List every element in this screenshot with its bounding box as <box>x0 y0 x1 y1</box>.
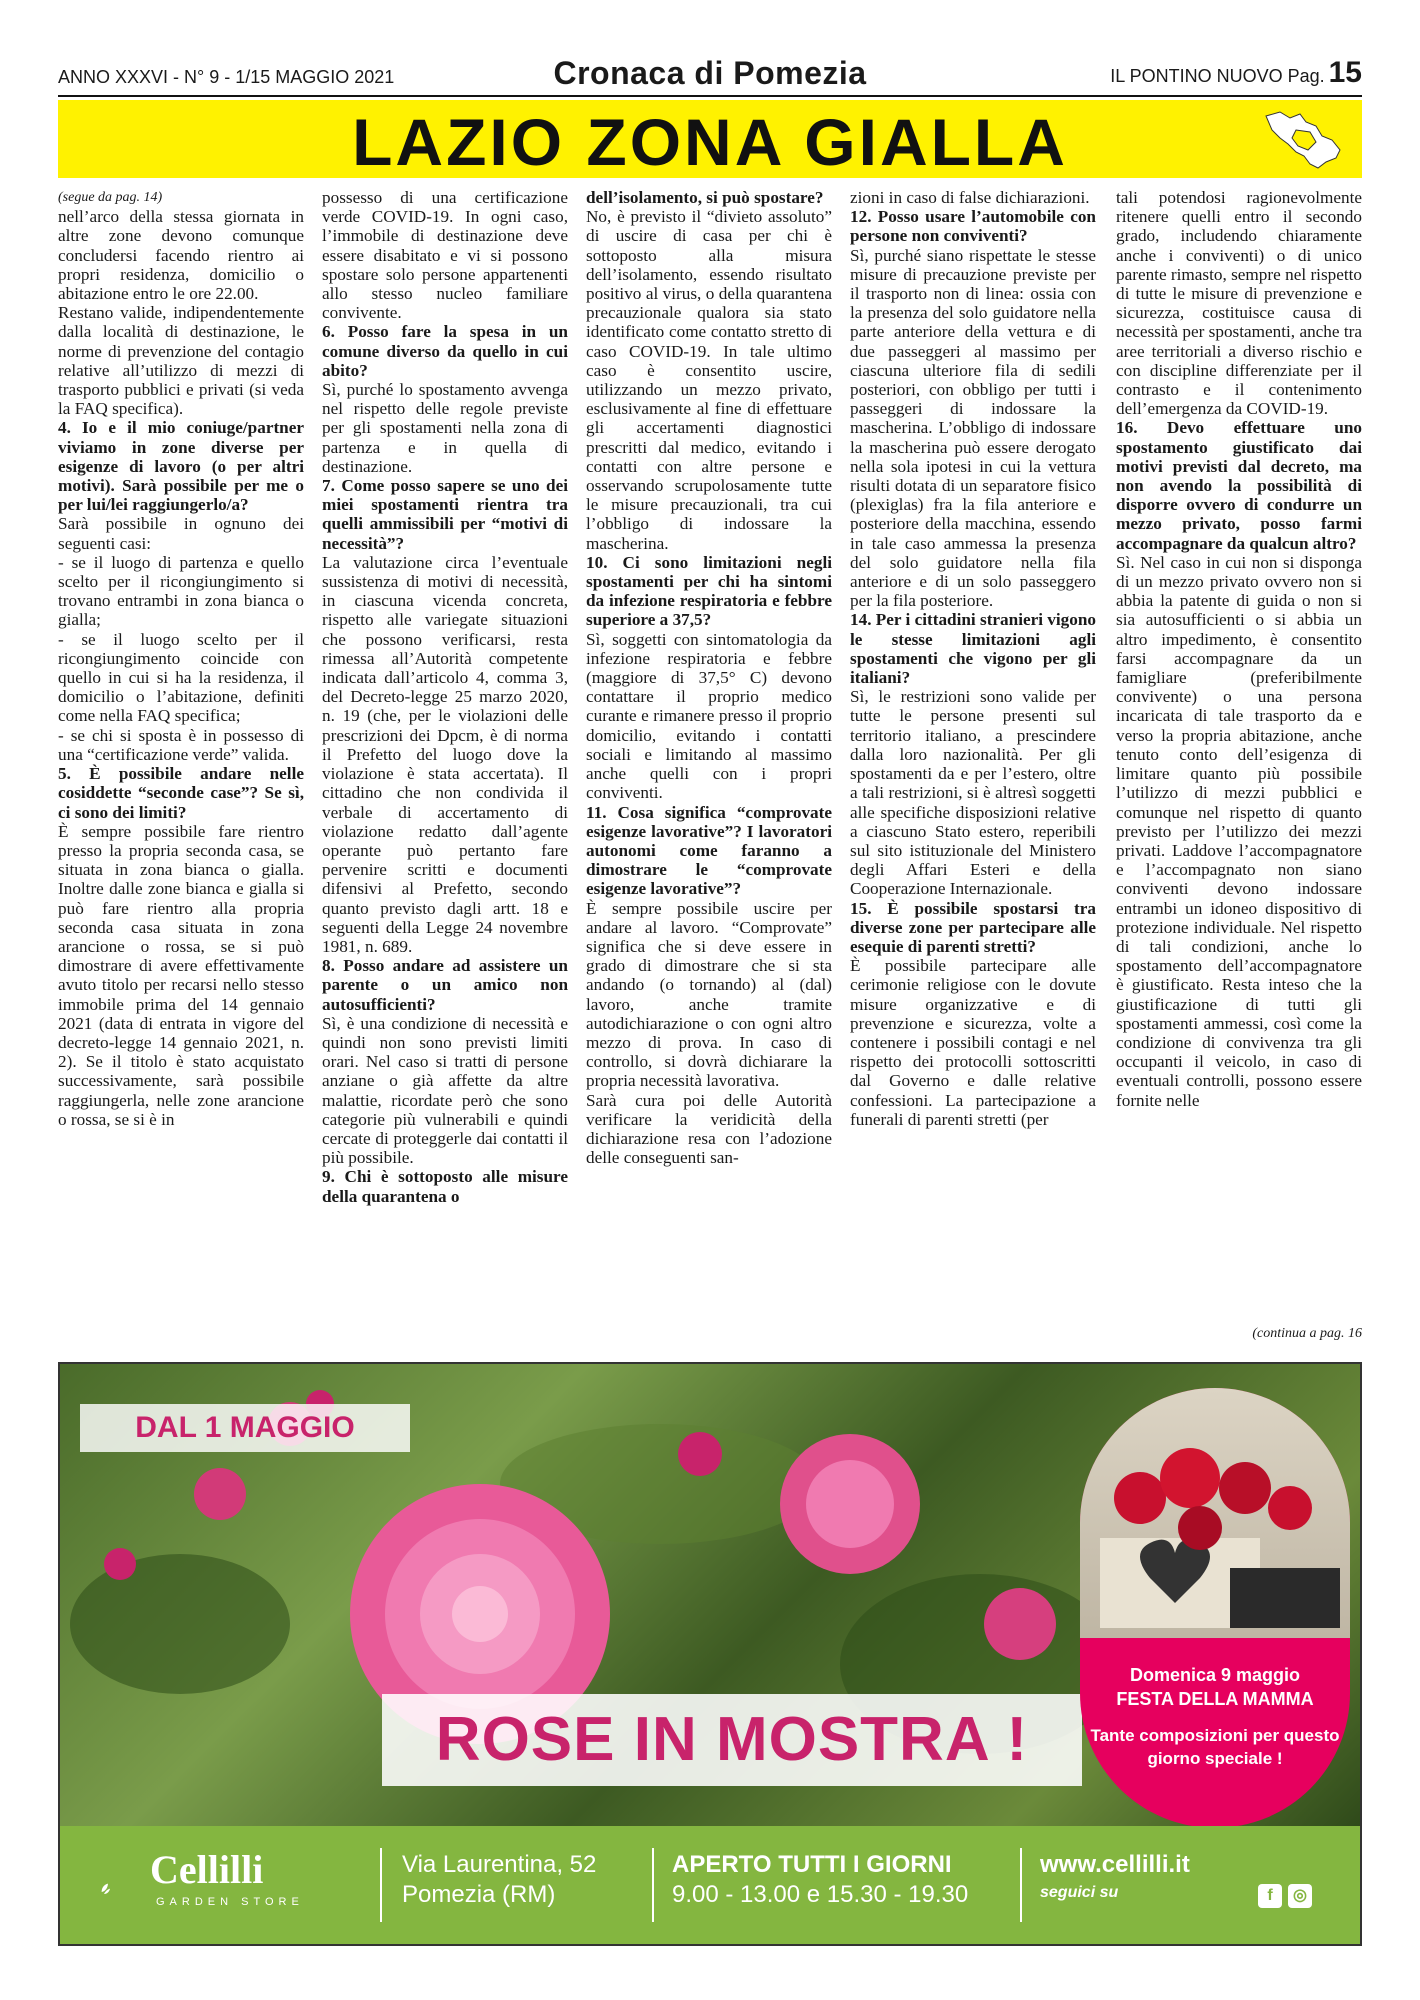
facebook-icon: f <box>1258 1884 1282 1908</box>
faq-question: 7. Come posso sapere se uno dei miei spostamenti rientra tra quelli ammissibili per “motivi di necessità”? <box>322 476 568 553</box>
article-column-3 <box>586 188 832 1340</box>
faq-question: 14. Per i cittadini stranieri vigono le stesse limitazioni agli spostamenti che vigono per gli italiani? <box>850 610 1096 688</box>
ad-headline: ROSE IN MOSTRA ! <box>382 1694 1082 1786</box>
page-header <box>58 56 1362 94</box>
brand-name: Cellilli <box>150 1847 264 1892</box>
open-hours: 9.00 - 13.00 e 15.30 - 19.30 <box>672 1881 969 1908</box>
faq-question: 8. Posso andare ad assistere un parente o un amico non autosufficienti? <box>322 956 568 1014</box>
section-title: Cronaca di Pomezia <box>553 55 867 91</box>
article-paragraph: Sì, soggetti con sintomatologia da infezione respiratoria e febbre (maggiore di 37,5° C) devono contattare il proprio medico curante e rimanere presso il proprio domicilio, evitando i contatti sociali e limitando al massimo anche quelli con i propri conviventi. <box>586 629 832 803</box>
festa-title: FESTA DELLA MAMMA <box>1116 1689 1314 1709</box>
faq-question: 6. Posso fare la spesa in un comune diverso da quello in cui abito? <box>322 322 568 380</box>
address-city: Pomezia (RM) <box>402 1881 556 1908</box>
follow-label: seguici su <box>1040 1884 1119 1901</box>
date-badge: DAL 1 MAGGIO <box>80 1404 410 1452</box>
faq-question: 11. Cosa significa “comprovate esigenze lavorative”? I lavoratori autonomi come faranno a dimostrare le “comprovate esigenze lavorative”? <box>586 802 832 899</box>
continued-from-note: (segue da pag. 14) <box>58 190 163 205</box>
faq-question: 9. Chi è sottoposto alle misure della quarantena o <box>322 1167 568 1206</box>
issue-info: ANNO XXXVI - N° 9 - 1/15 MAGGIO 2021 <box>58 67 395 87</box>
header-rule <box>58 95 1362 97</box>
article-paragraph: Sì. Nel caso in cui non si disponga di un mezzo privato ovvero non si abbia la patente di guida o non si sia autosufficienti o si abbia un altro impedimento, è consentito farsi accompagnare da un famigliare (preferibilmente convivente) o una persona incaricata di tale trasporto da e verso la propria abitazione, anche tenuto conto dell’esigenza di limitare quanto più possibile l’utilizzo di mezzi pubblici e comunque nel rispetto di quanto previsto per l’utilizzo dei mezzi privati. Laddove l’accompagnatore e l’accompagnato non siano conviventi devono indossare entrambi un idoneo dispositivo di protezione individuale. Nel rispetto di tali condizioni, anche lo spostamento dell’accompagnatore è giustificato. Resta inteso che la giustificazione di tutti gli spostamenti ammessi, così come la condizione di convivenza tra gli occupanti il veicolo, in caso di eventuali controlli, possono essere fornite nelle <box>1116 552 1362 1110</box>
article-paragraph: È sempre possibile fare rientro presso la propria seconda casa, se situata in zona bianca o gialla. Inoltre dalle zone bianca e gialla si può fare rientro alla propria seconda casa situata in zona arancione o rossa, se si può dimostrare di avere effettivamente avuto titolo per recarsi nello stesso immobile prima del 14 gennaio 2021 (data di entrata in vigore del decreto-legge 14 gennaio 2021, n. 2). Se il titolo è stato acquistato successivamente, sarà possibile raggiungerla, nelle zone arancione o rossa, se si è in <box>58 821 304 1129</box>
faq-question: 4. Io e il mio coniuge/partner viviamo in zone diverse per esigenze di lavoro (o per altri motivi). Sarà possibile per me o per lui/lei raggiungerlo/a? <box>58 418 304 515</box>
banner-title: LAZIO ZONA GIALLA <box>352 105 1068 179</box>
faq-question: 12. Posso usare l’automobile con persone non conviventi? <box>850 207 1096 246</box>
article-paragraph: No, è previsto il “divieto assoluto” di uscire di casa per chi è sottoposto alla misura dell’isolamento, essendo risultato positivo al virus, o della quarantena precauzionale qualora sia stato identificato come contatto stretto di caso COVID-19. In tale ultimo caso è consentito uscire, utilizzando un mezzo privato, esclusivamente al fine di effettuare gli accertamenti diagnostici prescritti dal medico, evitando i contatti con altre persone e osservando scrupolosamente tutte le misure precauzionali, tra cui l’obbligo di indossare la mascherina. <box>586 207 832 553</box>
article-paragraph: possesso di una certificazione verde COVID-19. In ogni caso, l’immobile di destinazione deve essere disabitato e vi si possono spostare solo persone appartenenti allo stesso nucleo familiare convivente. <box>322 188 568 323</box>
festa-date: Domenica 9 maggio <box>1129 1665 1301 1685</box>
paper-name <box>1110 56 1362 90</box>
article-columns <box>58 188 1362 1340</box>
article-paragraph: Sarà cura poi delle Autorità verificare la veridicità della dichiarazione resa con l’adozione delle conseguenti san- <box>586 1090 832 1168</box>
divider <box>380 1848 382 1922</box>
article-paragraph: È possibile partecipare alle cerimonie religiose con le dovute misure organizzative e di prevenzione e sicurezza, volte a contenere i possibili contagi e nel rispetto dei protocolli sottoscritti dal Governo e dalle relative confessioni. La partecipazione a funerali di parenti stretti (per <box>850 956 1096 1129</box>
article-column-5 <box>1116 188 1362 1340</box>
website: www.cellilli.it <box>1040 1851 1190 1878</box>
paper-label: IL PONTINO NUOVO Pag. <box>1110 66 1325 86</box>
heart-roses-illustration <box>1080 1388 1350 1638</box>
article-paragraph: zioni in caso di false dichiarazioni. <box>850 188 1090 207</box>
faq-question: 16. Devo effettuare uno spostamento giustificato dai motivi previsti dal decreto, ma non avendo la possibilità di disporre ovvero di condurre un mezzo privato, posso farmi accompagnare da qualcun altro? <box>1116 418 1362 553</box>
article-paragraph: Sì, purché siano rispettate le stesse misure di precauzione previste per il trasporto non di linea: ossia con la presenza del solo guidatore nella parte anteriore della vettura e di due passeggeri al massimo per ciascuna ulteriore fila di sedili posteriori, con obbligo per tutti i passeggeri di indossare la mascherina. L’obbligo di indossare la mascherina può essere derogato nella sola ipotesi in cui la vettura risulti dotata di un separatore fisico (plexiglas) fra la fila anteriore e posteriore della macchina, essendo in tale caso ammessa la presenza del solo guidatore nella fila anteriore e di un solo passeggero per la fila posteriore. <box>850 245 1096 611</box>
roses-photo <box>60 1364 1360 1826</box>
article-paragraph: La valutazione circa l’eventuale sussistenza di motivi di necessità, in ciascuna vicenda concreta, rispetto alle variegate situazioni che possono verificarsi, resta rimessa all’Autorità competente indicata dall’articolo 4, comma 3, del Decreto-legge 25 marzo 2020, n. 19 (che, per le violazioni delle prescrizioni dei Dpcm, è di norma il Prefetto del luogo dove la violazione è stata accertata). Il cittadino che non condivida il verbale di accertamento di violazione redatto dall’agente operante può pertanto fare pervenire scritti e documenti difensivi al Prefetto, secondo quanto previsto dagli artt. 18 e seguenti della Legge 24 novembre 1981, n. 689. <box>322 552 568 956</box>
store-address <box>402 1850 596 1910</box>
mothers-day-oval <box>1080 1388 1350 1828</box>
store-info-strip <box>60 1826 1360 1944</box>
faq-question: 5. È possibile andare nelle cosiddette “seconde case”? Se sì, ci sono dei limiti? <box>58 764 304 822</box>
title-banner <box>58 100 1362 178</box>
festa-text <box>1080 1663 1350 1711</box>
open-title: APERTO TUTTI I GIORNI <box>672 1851 952 1878</box>
faq-question: dell’isolamento, si può spostare? <box>586 188 824 207</box>
faq-question: 10. Ci sono limitazioni negli spostamenti per chi ha sintomi da infezione respiratoria e febbre superiore a 37,5? <box>586 552 832 630</box>
article-column-1 <box>58 188 304 1340</box>
address-street: Via Laurentina, 52 <box>402 1851 597 1878</box>
leaf-logo-icon <box>100 1848 150 1928</box>
faq-question: 15. È possibile spostarsi tra diverse zone per partecipare alle esequie di parenti stretti? <box>850 898 1096 956</box>
divider <box>1020 1848 1022 1922</box>
advertisement <box>58 1362 1362 1946</box>
article-paragraph: Restano valide, indipendentemente dalla località di destinazione, le norme di prevenzione del contagio relative all’utilizzo di mezzi di trasporto pubblici e privati (si veda la FAQ specifica). <box>58 303 304 419</box>
roses-heart-photo <box>1080 1388 1350 1638</box>
instagram-icon: ◎ <box>1288 1884 1312 1908</box>
article-paragraph: - se il luogo scelto per il ricongiungimento coincide con quello in cui si ha la residenza, il domicilio o l’abitazione, definiti come nella FAQ specifica; <box>58 629 304 726</box>
continued-note: (continua a pag. 16 <box>1252 1326 1362 1341</box>
article-column-4 <box>850 188 1096 1340</box>
article-paragraph: Sì, le restrizioni sono valide per tutte le persone presenti sul territorio italiano, a prescindere dalla loro nazionalità. Per gli spostamenti da e per l’estero, oltre a tali restrizioni, si è altresì soggetti alle specifiche disposizioni relative a ciascuno Stato estero, reperibili sul sito istituzionale del Ministero degli Affari Esteri e della Cooperazione Internazionale. <box>850 687 1096 899</box>
article-column-2 <box>322 188 568 1340</box>
article-paragraph: tali potendosi ragionevolmente ritenere quelli entro il secondo grado, includendo chiaramente anche i conviventi) o di unico parente rimasto, sempre nel rispetto di tutte le misure di prevenzione e sicurezza, costituisce causa di necessità per spostamenti, anche tra aree territoriali a diverso rischio e con discipline differenziate per il contrasto e il contenimento dell’emergenza da COVID-19. <box>1116 188 1362 419</box>
brand-subtitle: GARDEN STORE <box>156 1896 304 1908</box>
article-paragraph: nell’arco della stessa giornata in altre zone devono comunque concludersi facendo rientro ai propri residenza, domicilio o abitazione entro le ore 22.00. <box>58 207 304 304</box>
opening-hours <box>672 1850 968 1910</box>
page-number: 15 <box>1328 56 1362 89</box>
article-paragraph: - se chi si sposta è in possesso di una “certificazione verde” valida. <box>58 725 304 764</box>
article-paragraph: È sempre possibile uscire per andare al lavoro. “Comprovate” significa che si deve essere in grado di dimostrare che si sta andando (o tornando) al (dal) lavoro, anche tramite autodichiarazione o con ogni altro mezzo di prova. In caso di controllo, si dovrà dichiarare la propria necessità lavorativa. <box>586 898 832 1091</box>
article-paragraph: - se il luogo di partenza e quello scelto per il ricongiungimento si trovano entrambi in zona bianca o gialla; <box>58 552 304 630</box>
festa-subtitle: Tante composizioni per questo giorno speciale ! <box>1090 1726 1340 1768</box>
article-paragraph: Sarà possibile in ognuno dei seguenti casi: <box>58 514 304 553</box>
article-paragraph: Sì, purché lo spostamento avvenga nel rispetto delle regole previste per gli spostamenti nella zona di partenza e in quella di destinazione. <box>322 380 568 476</box>
divider <box>652 1848 654 1922</box>
lazio-map-icon <box>1260 106 1348 174</box>
article-paragraph: Sì, è una condizione di necessità e quindi non sono previsti limiti orari. Nel caso si tratti di persone anziane o già affette da altre malattie, ricordate però che sono categorie più vulnerabili e quindi cercate di proteggerle dai contatti il più possibile. <box>322 1013 568 1168</box>
